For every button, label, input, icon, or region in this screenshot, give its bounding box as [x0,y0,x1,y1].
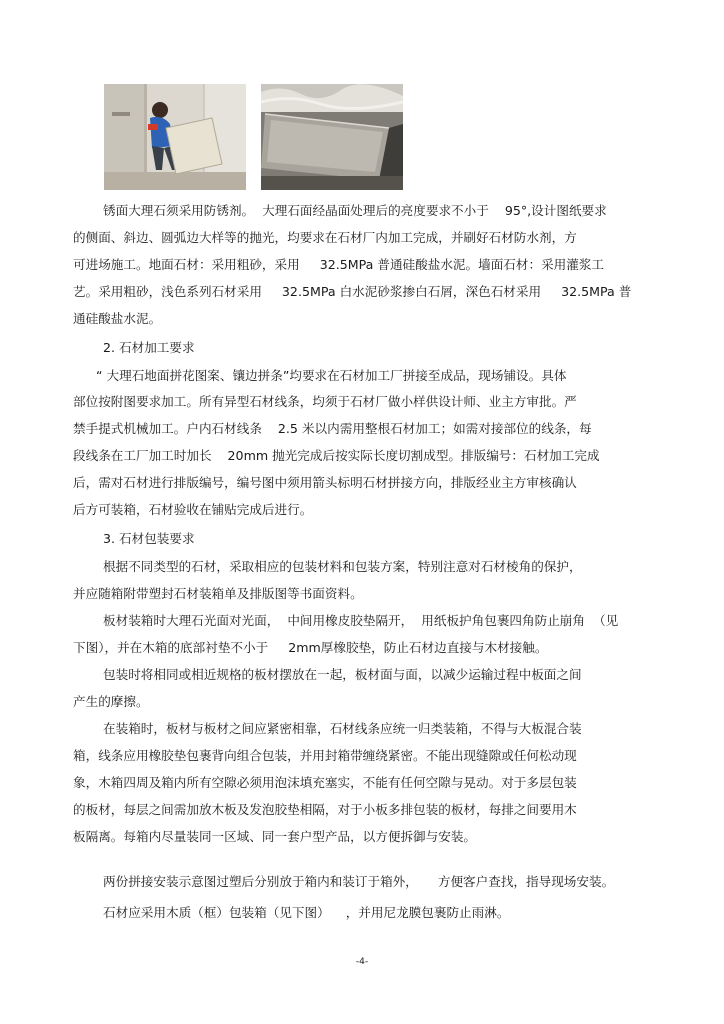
paragraph-line: 部位按附图要求加工。所有异型石材线条，均须于石材厂做小样供设计师、业主方审批。严 [73,394,577,409]
paragraph-line: 锈面大理石须采用防锈剂。 大理石面经晶面处理后的亮度要求不小于 95°,设计图纸要求 [103,203,607,218]
paragraph-line: 后，需对石材进行排版编号，编号图中须用箭头标明石材拼接方向，排版经业主方审核确认 [73,475,577,490]
paragraph-line: 箱，线条应用橡胶垫包裹背向组合包装，并用封箱带缠绕紧密。不能出现缝隙或任何松动现 [73,748,577,763]
section-heading: 3. 石材包装要求 [103,531,195,546]
paragraph-line: 板材装箱时大理石光面对光面， 中间用橡皮胶垫隔开， 用纸板护角包裹四角防止崩角 （见 [103,613,619,628]
paragraph-line: 的侧面、斜边、圆弧边大样等的抛光，均要求在石材厂内加工完成，并刷好石材防水剂，方 [73,230,577,245]
paragraph-line: 后方可装箱，石材验收在铺贴完成后进行。 [73,502,313,517]
paragraph-line: “ 大理石地面拼花图案、镶边拼条”均要求在石材加工厂拼接至成品，现场铺设。具体 [96,368,567,383]
paragraph-line: 石材应采用木质（框）包装箱（见下图） ，并用尼龙膜包裹防止雨淋。 [103,905,510,920]
paragraph-line: 可进场施工。地面石材：采用粗砂，采用 32.5MPa 普通硅酸盐水泥。墙面石材：采用灌浆工 [73,257,605,272]
paragraph-line: 并应随箱附带塑封石材装箱单及排版图等书面资料。 [73,586,363,601]
paragraph-line: 禁手提式机械加工。户内石材线条 2.5 米以内需用整根石材加工；如需对接部位的线条，每 [73,421,592,436]
stone-slabs-on-site-photo [261,84,403,190]
paragraph-line: 两份拼接安装示意图过塑后分别放于箱内和装订于箱外， 方便客户查找，指导现场安装。 [103,874,615,889]
paragraph-line: 产生的摩擦。 [73,694,149,709]
worker-fixing-stone-slab-photo [104,84,246,190]
paragraph-line: 艺。采用粗砂，浅色系列石材采用 32.5MPa 白水泥砂浆掺白石屑，深色石材采用 32.5MPa 普 [73,284,632,299]
paragraph-line: 通硅酸盐水泥。 [73,311,162,326]
page-number: -4- [355,957,369,967]
paragraph-line: 包装时将相同或相近规格的板材摆放在一起，板材面与面，以减少运输过程中板面之间 [103,667,582,682]
paragraph-line: 的板材，每层之间需加放木板及发泡胶垫相隔，对于小板多排包装的板材，每排之间要用木 [73,802,577,817]
section-heading: 2. 石材加工要求 [103,340,195,355]
paragraph-line: 下图），并在木箱的底部衬垫不小于 2mm厚橡胶垫，防止石材边直接与木材接触。 [73,640,548,655]
paragraph-line: 在装箱时，板材与板材之间应紧密相靠，石材线条应统一归类装箱，不得与大板混合装 [103,721,582,736]
paragraph-line: 象，木箱四周及箱内所有空隙必须用泡沫填充塞实，不能有任何空隙与晃动。对于多层包装 [73,775,577,790]
paragraph-line: 板隔离。每箱内尽量装同一区域、同一套户型产品，以方便拆御与安装。 [73,829,476,844]
paragraph-line: 段线条在工厂加工时加长 20mm 抛光完成后按实际长度切割成型。排版编号：石材加工完成 [73,448,600,463]
paragraph-line: 根据不同类型的石材，采取相应的包装材料和包装方案，特别注意对石材棱角的保护， [103,559,582,574]
